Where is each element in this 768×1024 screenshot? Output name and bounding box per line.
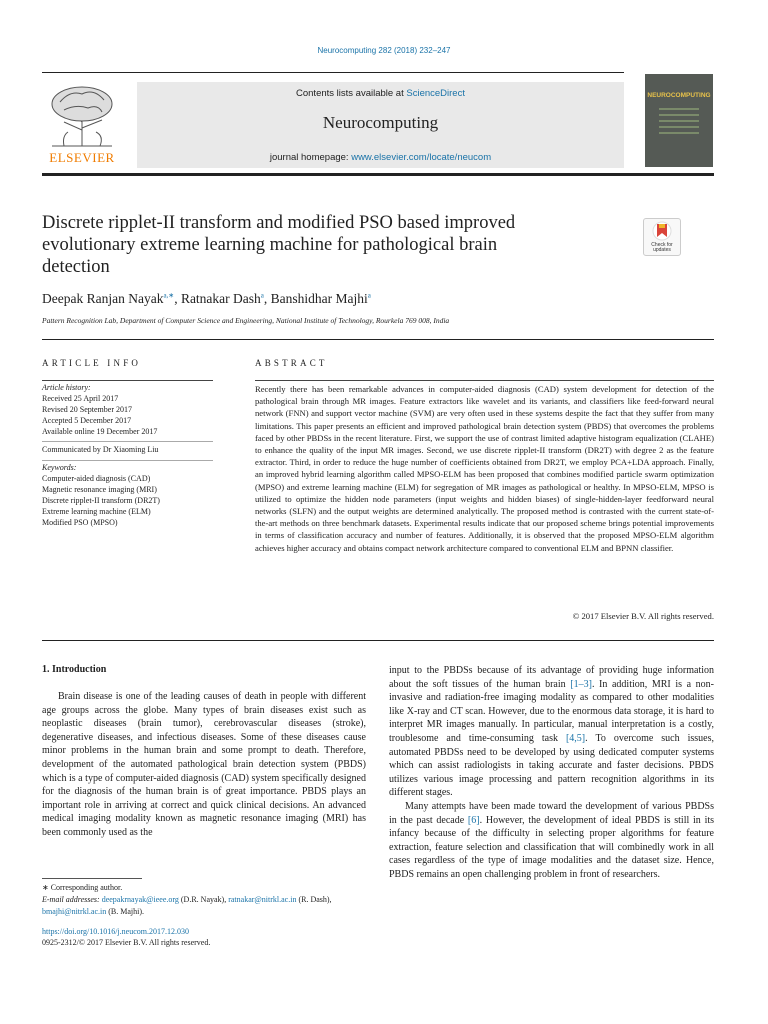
body-paragraph	[389, 800, 714, 882]
issn-line: 0925-2312/© 2017 Elsevier B.V. All rights reserved.	[42, 938, 211, 947]
elsevier-logo	[42, 82, 122, 166]
title-line: evolutionary extreme learning machine for pathological brain	[42, 235, 498, 255]
check-for-updates-button[interactable]	[643, 218, 681, 256]
article-info-divider	[42, 441, 213, 442]
email-owner: (D.R. Nayak),	[178, 895, 229, 904]
body-column-right	[389, 664, 714, 882]
email-link[interactable]: bmajhi@nitrkl.ac.in	[42, 907, 107, 916]
affiliation: Pattern Recognition Lab, Department of Computer Science and Engineering, National Institute of Technology, Rourkela 769 008, India	[42, 316, 450, 325]
paragraph-text: Many attempts have been made toward the development of various PBDSs in the past decade	[389, 800, 714, 826]
footnotes	[42, 882, 366, 918]
corresponding-author-note: ∗ Corresponding author.	[42, 883, 123, 892]
abstract-text: Recently there has been remarkable advances in computer-aided diagnosis (CAD) system development for detection of the pathological brain through MR images. Feature extractors like wavelet and its variants, and classifiers like feed-forward neural network (FNN) and support vector machine (SVM) are very often used in these systems despite the fact that they suffer from many limitations. This paper presents an efficient and improved pathological brain detection system (PBDS) that overcomes the problems faced by other PBDSs in the recent literature. First, we support the use of contrast limited adaptive histogram equalization (CLAHE) to enhance the quality of the input MR images. Second, we use discrete ripplet-II transform (DR2T) with degree 2 as the feature extractor. Third, in order to reduce the huge number of coefficients obtained from DR2T, we employ PCA+LDA approach. Finally, an improved hybrid learning algorithm called MPSO-ELM has been proposed that combines modified particle swarm optimization (MPSO) and extreme learning machine (ELM) for segregation of MR images as pathological or healthy. In MPSO-ELM, MPSO is utilized to optimize the hidden node parameters (input weights and hidden biases) of single-hidden-layer feedforward neural networks (SLFN) and the output weights are determined analytically. The proposed method is contrasted with the current state-of-the-art methods on three benchmark datasets. Experimental results indicate that our proposed scheme brings potential improvements in terms of classification accuracy and number of features. Additionally, it is observed that the proposed MPSO-ELM algorithm achieves higher accuracy and obtains compact network architecture compared to conventional ELM and BPNN classifier.	[255, 384, 714, 553]
history-item: Revised 20 September 2017	[42, 405, 132, 414]
sciencedirect-link[interactable]: ScienceDirect	[406, 88, 465, 99]
body-column-left	[42, 690, 366, 840]
email-label: E-mail addresses:	[42, 895, 100, 904]
article-info-rule	[42, 380, 213, 381]
paragraph-text: input to the PBDSs because of its advantage of providing huge information about the soft tissues of the human brain	[389, 665, 714, 690]
title-line: detection	[42, 257, 110, 277]
history-item: Available online 19 December 2017	[42, 427, 158, 436]
paragraph-text: . In addition, MRI is a non-invasive and radiation-free imaging modality as compared to other modalities like X-ray and CT scan. However, due to the enormous data storage, it is hard to interpret MR images manually. In particular, manual interpretation is a costly, troublesome and time-consuming task	[389, 678, 715, 744]
keyword-item: Modified PSO (MPSO)	[42, 518, 118, 527]
title-line: Discrete ripplet-II transform and modified PSO based improved	[42, 213, 516, 233]
author-list	[42, 291, 371, 307]
top-rule	[42, 72, 624, 73]
article-history	[42, 382, 157, 437]
tree-icon	[42, 82, 122, 148]
author-name[interactable]: Banshidhar Majhi	[270, 291, 368, 306]
check-for-updates-label: Check for updates	[651, 242, 673, 253]
author-affiliation-marker[interactable]: a	[260, 291, 264, 300]
doi-link[interactable]: https://doi.org/10.1016/j.neucom.2017.12.030	[42, 927, 189, 936]
cover-title: NEUROCOMPUTING	[647, 92, 711, 99]
keyword-item: Discrete ripplet-II transform (DR2T)	[42, 496, 160, 505]
journal-reference-link[interactable]: Neurocomputing 282 (2018) 232–247	[317, 46, 451, 55]
article-info-divider	[42, 460, 213, 461]
email-link[interactable]: ratnakar@nitrkl.ac.in	[228, 895, 297, 904]
history-label: Article history:	[42, 383, 91, 392]
author-affiliation-marker[interactable]: a,∗	[163, 291, 175, 300]
history-item: Accepted 5 December 2017	[42, 416, 132, 425]
article-info-heading: ARTICLE INFO	[42, 358, 142, 368]
email-addresses	[42, 894, 366, 918]
author-separator: ,	[263, 291, 271, 306]
author-name[interactable]: Deepak Ranjan Nayak	[42, 291, 164, 306]
journal-title: Neurocomputing	[322, 113, 439, 132]
section-rule	[42, 339, 714, 340]
communicated-by: Communicated by Dr Xiaoming Liu	[42, 445, 159, 454]
header-thick-rule	[42, 173, 714, 176]
cover-decoration	[659, 108, 699, 148]
paragraph-text: . To overcome such issues, automated PBDSs need to be developed by using dedicated computer systems which can assist radiologists in taking accurate and faster decisions. PBDS utilizes various image processing and pattern recognition algorithms in its different stages.	[389, 732, 714, 799]
journal-cover-image	[645, 74, 713, 167]
paper-title	[42, 212, 622, 278]
citation-link[interactable]: [4,5]	[565, 732, 586, 744]
citation-link[interactable]: [6]	[467, 814, 480, 826]
citation-link[interactable]: [1–3]	[570, 678, 592, 690]
body-paragraph	[389, 664, 714, 800]
author-affiliation-marker[interactable]: a	[367, 291, 371, 300]
email-owner: (B. Majhi).	[106, 907, 145, 916]
history-item: Received 25 April 2017	[42, 394, 119, 403]
homepage-line	[137, 152, 624, 163]
keyword-item: Computer-aided diagnosis (CAD)	[42, 474, 151, 483]
paragraph-text: . However, the development of ideal PBDS is still in its infancy because of the difficulty in selecting proper algorithms for feature extraction, feature selection and classification that will combinedly work in all cases regardless of the type of image modalities and the dataset size. Hence, PBDS remains an open challenging problem in front of researchers.	[389, 814, 715, 880]
journal-homepage-link[interactable]: www.elsevier.com/locate/neucom	[351, 152, 492, 163]
contents-prefix: Contents lists available at	[296, 88, 404, 99]
footnote-rule	[42, 878, 142, 879]
contents-line	[137, 88, 624, 99]
introduction-heading: 1. Introduction	[42, 664, 107, 675]
abstract-heading: ABSTRACT	[255, 358, 328, 368]
journal-masthead	[137, 82, 624, 168]
abstract-rule	[255, 380, 714, 381]
keyword-item: Magnetic resonance imaging (MRI)	[42, 485, 157, 494]
body-paragraph: Brain disease is one of the leading causes of death in people with different age groups across the globe. Many types of brain diseases exist such as neoplastic diseases (brain tumor), cerebrovascular diseases (stroke), degenerative diseases, and infectious diseases. Some of these diseases cause minor problems in the human brain and some prompt to death. Therefore, development of the automated pathological brain detection system (PBDS) which is a type of computer-aided diagnosis (CAD) system specifically designed for the diagnosis of the human brain is of great importance. PBDS plays an important role in arriving at correct and quick clinical decisions. An advanced medical imaging modality known as magnetic resonance imaging (MRI) has been commonly used as the	[42, 691, 366, 838]
author-separator: ,	[174, 291, 181, 306]
copyright-notice: © 2017 Elsevier B.V. All rights reserved.	[572, 611, 714, 621]
author-name[interactable]: Ratnakar Dash	[180, 291, 261, 306]
elsevier-wordmark: ELSEVIER	[49, 150, 115, 165]
email-owner: (R. Dash),	[296, 895, 332, 904]
homepage-prefix: journal homepage:	[269, 152, 349, 163]
email-link[interactable]: deepakrnayak@ieee.org	[101, 895, 179, 904]
keywords-label: Keywords:	[42, 463, 77, 472]
keyword-item: Extreme learning machine (ELM)	[42, 507, 151, 516]
bookmark-icon	[644, 219, 680, 243]
keywords	[42, 462, 160, 528]
section-rule	[42, 640, 714, 641]
